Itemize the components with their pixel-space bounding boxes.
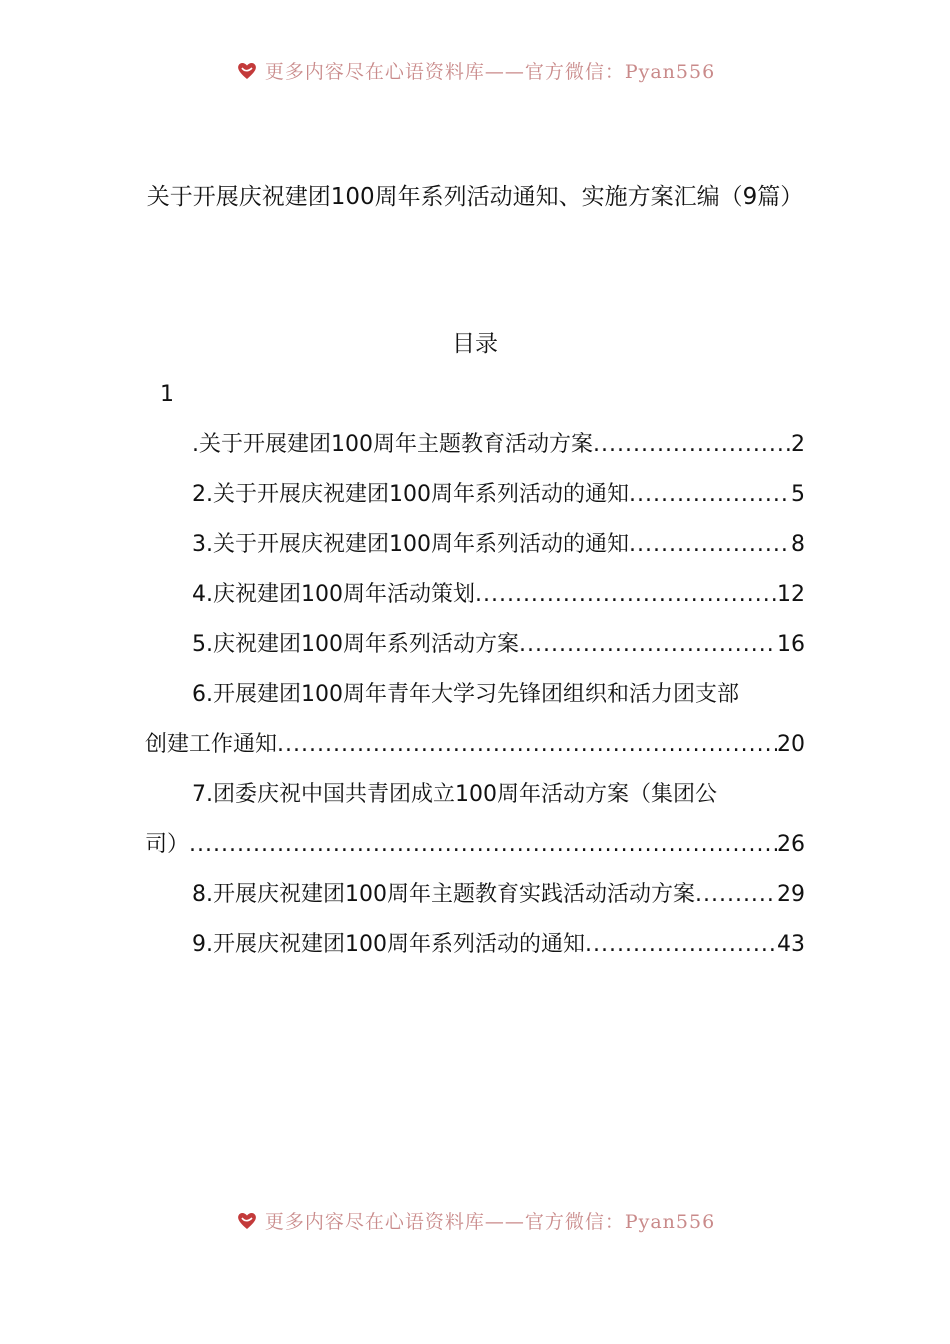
- toc-leader-dots: [189, 820, 777, 870]
- toc-entry-7[interactable]: [145, 820, 805, 870]
- toc-entry-6-line1[interactable]: 6.开展建团100周年青年大学习先锋团组织和活力团支部: [192, 682, 739, 707]
- toc-leader-dots: [475, 570, 777, 620]
- toc-entry-5-title: 5.庆祝建团100周年系列活动方案: [192, 632, 519, 657]
- toc-entry-8-page: 29: [777, 882, 805, 907]
- heart-logo-icon: [235, 1208, 259, 1232]
- toc-entry-6[interactable]: [145, 720, 805, 770]
- toc-entry-4[interactable]: [145, 570, 805, 620]
- toc-entry-8-title: 8.开展庆祝建团100周年主题教育实践活动活动方案: [192, 882, 695, 907]
- toc-leader-dots: [277, 720, 777, 770]
- toc-leader-dots: [519, 620, 777, 670]
- toc-entry-4-title: 4.庆祝建团100周年活动策划: [192, 582, 475, 607]
- toc-leader-dots: [695, 870, 777, 920]
- toc-heading: 目录: [452, 331, 498, 357]
- watermark-banner-bottom: [0, 1205, 950, 1235]
- toc-entry-7-line1[interactable]: 7.团委庆祝中国共青团成立100周年活动方案（集团公: [192, 782, 717, 807]
- watermark-text: 更多内容尽在心语资料库——官方微信：Pyan556: [264, 1210, 716, 1233]
- toc-entry-9[interactable]: [145, 920, 805, 970]
- watermark-banner-top: [0, 55, 950, 85]
- toc-entry-3-page: 8: [791, 532, 805, 557]
- table-of-contents: [145, 420, 805, 970]
- toc-entry-1-title: .关于开展建团100周年主题教育活动方案: [192, 432, 593, 457]
- toc-entry-2-title: 2.关于开展庆祝建团100周年系列活动的通知: [192, 482, 629, 507]
- document-title: 关于开展庆祝建团100周年系列活动通知、实施方案汇编（9篇）: [146, 184, 804, 210]
- toc-entry-8[interactable]: [145, 870, 805, 920]
- toc-entry-3[interactable]: [145, 520, 805, 570]
- toc-entry-5-page: 16: [777, 632, 805, 657]
- toc-entry-3-title: 3.关于开展庆祝建团100周年系列活动的通知: [192, 532, 629, 557]
- toc-entry-9-title: 9.开展庆祝建团100周年系列活动的通知: [192, 932, 585, 957]
- toc-leader-dots: [629, 470, 791, 520]
- toc-entry-1-page: 2: [791, 432, 805, 457]
- page-number: 1: [160, 382, 174, 407]
- toc-leader-dots: [593, 420, 791, 470]
- toc-entry-6-page: 20: [777, 732, 805, 757]
- toc-leader-dots: [629, 520, 791, 570]
- toc-entry-7-title-cont: 司）: [145, 832, 190, 857]
- toc-entry-6-title-cont: 创建工作通知: [145, 732, 278, 757]
- toc-entry-7-page: 26: [777, 832, 805, 857]
- heart-logo-icon: [235, 58, 259, 82]
- toc-entry-4-page: 12: [777, 582, 805, 607]
- toc-entry-9-page: 43: [777, 932, 805, 957]
- toc-entry-2[interactable]: [145, 470, 805, 520]
- toc-entry-2-page: 5: [791, 482, 805, 507]
- toc-entry-5[interactable]: [145, 620, 805, 670]
- toc-leader-dots: [585, 920, 777, 970]
- watermark-text: 更多内容尽在心语资料库——官方微信：Pyan556: [264, 60, 716, 83]
- toc-entry-1[interactable]: [145, 420, 805, 470]
